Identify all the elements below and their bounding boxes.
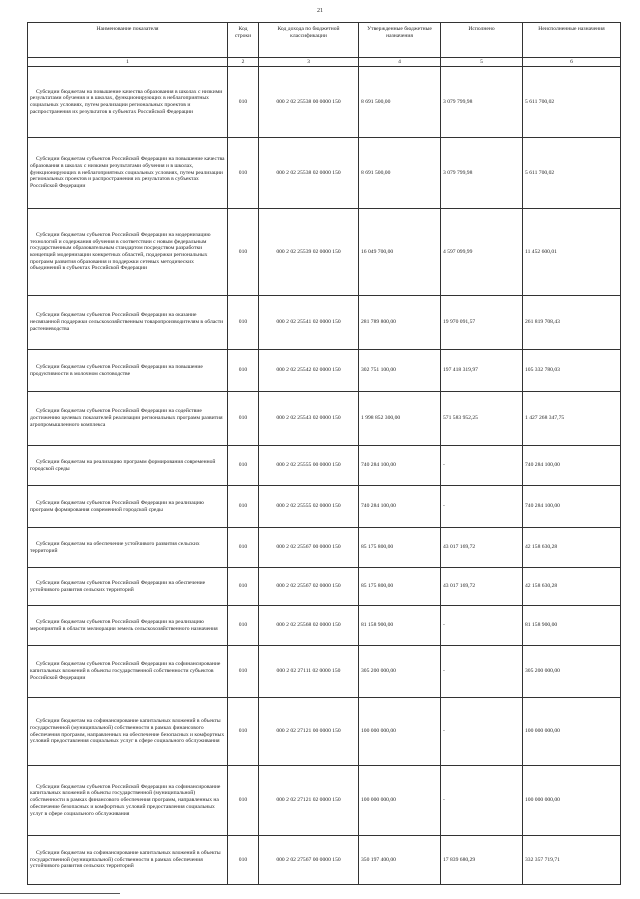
column-number: 6 <box>523 58 621 67</box>
row-line-code: 010 <box>228 209 259 296</box>
row-unexecuted: 11 452 600,01 <box>523 209 621 296</box>
row-income-code: 000 2 02 25538 02 0000 150 <box>259 138 359 209</box>
row-line-code: 010 <box>228 392 259 446</box>
header-row <box>28 23 621 58</box>
row-approved: 100 000 000,00 <box>359 766 441 836</box>
row-name: Субсидии бюджетам субъектов Российской Федерации на содействие достижению целевых показателей реализации региональных программ развития агропромышленного комплекса <box>28 392 228 446</box>
row-unexecuted: 5 611 700,02 <box>523 138 621 209</box>
row-line-code: 010 <box>228 67 259 138</box>
row-unexecuted: 5 611 700,02 <box>523 67 621 138</box>
row-approved: 740 284 100,00 <box>359 446 441 486</box>
table-row <box>28 568 621 606</box>
row-name: Субсидии бюджетам субъектов Российской Федерации на софинансирование капитальных вложений в объекты государственной собственности субъектов Российской Федерации <box>28 646 228 698</box>
row-executed: 19 970 091,57 <box>441 296 523 350</box>
page-number: 21 <box>317 8 323 14</box>
table-row <box>28 766 621 836</box>
row-executed: 571 583 952,25 <box>441 392 523 446</box>
column-number-row <box>28 58 621 67</box>
row-executed: - <box>441 446 523 486</box>
row-line-code: 010 <box>228 606 259 646</box>
table-row <box>28 446 621 486</box>
row-income-code: 000 2 02 25543 02 0000 150 <box>259 392 359 446</box>
row-approved: 81 158 900,00 <box>359 606 441 646</box>
row-income-code: 000 2 02 25542 02 0000 150 <box>259 350 359 392</box>
row-name: Субсидии бюджетам субъектов Российской Федерации на оказание несвязанной поддержки сельскохозяйственным товаропроизводителям в области растениеводства <box>28 296 228 350</box>
row-line-code: 010 <box>228 646 259 698</box>
row-unexecuted: 740 284 100,00 <box>523 486 621 528</box>
row-income-code: 000 2 02 27111 02 0000 150 <box>259 646 359 698</box>
table-row <box>28 836 621 885</box>
row-line-code: 010 <box>228 446 259 486</box>
row-executed: - <box>441 486 523 528</box>
row-unexecuted: 100 000 000,00 <box>523 766 621 836</box>
row-unexecuted: 81 158 900,00 <box>523 606 621 646</box>
row-approved: 8 691 500,00 <box>359 67 441 138</box>
row-executed: - <box>441 606 523 646</box>
row-name: Субсидии бюджетам субъектов Российской Федерации на повышение качества образования в школах с низкими результатами обучения и в школах, функционирующих в неблагоприятных социальных условиях, путем реализации региональных проектов и распространения их результатов в субъектах Российской Федерации <box>28 138 228 209</box>
row-line-code: 010 <box>228 350 259 392</box>
header-indicator-name: Наименование показателя <box>28 23 228 58</box>
row-line-code: 010 <box>228 296 259 350</box>
row-executed: 3 079 799,98 <box>441 67 523 138</box>
table-row <box>28 528 621 568</box>
table-row <box>28 138 621 209</box>
header-executed: Исполнено <box>441 23 523 58</box>
table-row <box>28 698 621 766</box>
table-row <box>28 486 621 528</box>
row-line-code: 010 <box>228 528 259 568</box>
row-executed: 43 017 169,72 <box>441 568 523 606</box>
row-approved: 281 789 800,00 <box>359 296 441 350</box>
row-name: Субсидии бюджетам на реализацию программ формирования современной городской среды <box>28 446 228 486</box>
table-row <box>28 392 621 446</box>
table-row <box>28 606 621 646</box>
column-number: 1 <box>28 58 228 67</box>
row-income-code: 000 2 02 27121 02 0000 150 <box>259 766 359 836</box>
row-name: Субсидии бюджетам на софинансирование капитальных вложений в объекты государственной (муниципальной) собственности в рамках финансового обеспечения программ, направленных на обеспечение безопасных и комфортных условий предоставления социальных услуг в сфере социального обслуживания <box>28 698 228 766</box>
column-number: 4 <box>359 58 441 67</box>
column-number: 5 <box>441 58 523 67</box>
row-unexecuted: 100 000 000,00 <box>523 698 621 766</box>
row-unexecuted: 305 200 000,00 <box>523 646 621 698</box>
table-row <box>28 209 621 296</box>
row-income-code: 000 2 02 25538 00 0000 150 <box>259 67 359 138</box>
row-income-code: 000 2 02 25568 02 0000 150 <box>259 606 359 646</box>
header-unexecuted: Неисполненные назначения <box>523 23 621 58</box>
row-approved: 305 200 000,00 <box>359 646 441 698</box>
row-income-code: 000 2 02 27121 00 0000 150 <box>259 698 359 766</box>
header-income-code: Код дохода по бюджетной классификации <box>259 23 359 58</box>
row-unexecuted: 261 819 708,43 <box>523 296 621 350</box>
row-name: Субсидии бюджетам субъектов Российской Федерации на реализацию мероприятий в области мелиорации земель сельскохозяйственного назначения <box>28 606 228 646</box>
column-number: 3 <box>259 58 359 67</box>
row-approved: 100 000 000,00 <box>359 698 441 766</box>
row-unexecuted: 105 332 780,03 <box>523 350 621 392</box>
row-approved: 16 049 700,00 <box>359 209 441 296</box>
row-name: Субсидии бюджетам на обеспечение устойчивого развития сельских территорий <box>28 528 228 568</box>
row-income-code: 000 2 02 25555 02 0000 150 <box>259 486 359 528</box>
row-executed: 17 839 680,29 <box>441 836 523 885</box>
row-approved: 350 197 400,00 <box>359 836 441 885</box>
row-unexecuted: 740 284 100,00 <box>523 446 621 486</box>
row-unexecuted: 1 427 268 347,75 <box>523 392 621 446</box>
row-executed: - <box>441 646 523 698</box>
footer-divider <box>0 893 120 894</box>
row-income-code: 000 2 02 25567 00 0000 150 <box>259 528 359 568</box>
row-unexecuted: 332 357 719,71 <box>523 836 621 885</box>
row-executed: 3 079 799,98 <box>441 138 523 209</box>
table-row <box>28 350 621 392</box>
header-line-code: Код строки <box>228 23 259 58</box>
row-name: Субсидии бюджетам субъектов Российской Федерации на модернизацию технологий и содержания обучения в соответствии с новым федеральным государственным образовательным стандартом посредством разработки концепций модернизации конкретных областей, поддержки региональных программ развития образования и поддержки сетевых методических объединений в субъектах Российской Федерации <box>28 209 228 296</box>
row-income-code: 000 2 02 25539 02 0000 150 <box>259 209 359 296</box>
row-income-code: 000 2 02 25555 00 0000 150 <box>259 446 359 486</box>
table-row <box>28 646 621 698</box>
row-line-code: 010 <box>228 836 259 885</box>
row-name: Субсидии бюджетам субъектов Российской Федерации на софинансирование капитальных вложений в объекты государственной (муниципальной) собственности в рамках финансового обеспечения программ, направленных на обеспечение безопасных и комфортных условий предоставления социальных услуг в сфере социального обслуживания <box>28 766 228 836</box>
row-name: Субсидии бюджетам субъектов Российской Федерации на реализацию программ формирования современной городской среды <box>28 486 228 528</box>
row-name: Субсидии бюджетам субъектов Российской Федерации на обеспечение устойчивого развития сельских территорий <box>28 568 228 606</box>
row-approved: 740 284 100,00 <box>359 486 441 528</box>
row-line-code: 010 <box>228 486 259 528</box>
table-row <box>28 67 621 138</box>
row-income-code: 000 2 02 25541 02 0000 150 <box>259 296 359 350</box>
row-executed: 43 017 169,72 <box>441 528 523 568</box>
column-number: 2 <box>228 58 259 67</box>
row-approved: 85 175 800,00 <box>359 528 441 568</box>
header-approved: Утвержденные бюджетные назначения <box>359 23 441 58</box>
table-row <box>28 296 621 350</box>
row-name: Субсидии бюджетам субъектов Российской Федерации на повышение продуктивности в молочном скотоводстве <box>28 350 228 392</box>
row-line-code: 010 <box>228 766 259 836</box>
row-executed: - <box>441 698 523 766</box>
row-name: Субсидии бюджетам на повышение качества образования в школах с низкими результатами обучения и в школах, функционирующих в неблагоприятных социальных условиях, путем реализации региональных проектов и распространения их результатов в субъектах Российской Федерации <box>28 67 228 138</box>
row-line-code: 010 <box>228 698 259 766</box>
row-unexecuted: 42 158 630,28 <box>523 568 621 606</box>
row-executed: 4 597 099,99 <box>441 209 523 296</box>
row-line-code: 010 <box>228 138 259 209</box>
row-unexecuted: 42 158 630,28 <box>523 528 621 568</box>
row-approved: 85 175 800,00 <box>359 568 441 606</box>
row-approved: 1 998 852 300,00 <box>359 392 441 446</box>
row-executed: - <box>441 766 523 836</box>
row-line-code: 010 <box>228 568 259 606</box>
row-approved: 302 751 100,00 <box>359 350 441 392</box>
row-executed: 197 418 319,97 <box>441 350 523 392</box>
row-approved: 8 691 500,00 <box>359 138 441 209</box>
row-income-code: 000 2 02 25567 02 0000 150 <box>259 568 359 606</box>
row-name: Субсидии бюджетам на софинансирование капитальных вложений в объекты государственной (муниципальной) собственности в рамках обеспечения устойчивого развития сельских территорий <box>28 836 228 885</box>
budget-table <box>27 22 621 885</box>
row-income-code: 000 2 02 27567 00 0000 150 <box>259 836 359 885</box>
